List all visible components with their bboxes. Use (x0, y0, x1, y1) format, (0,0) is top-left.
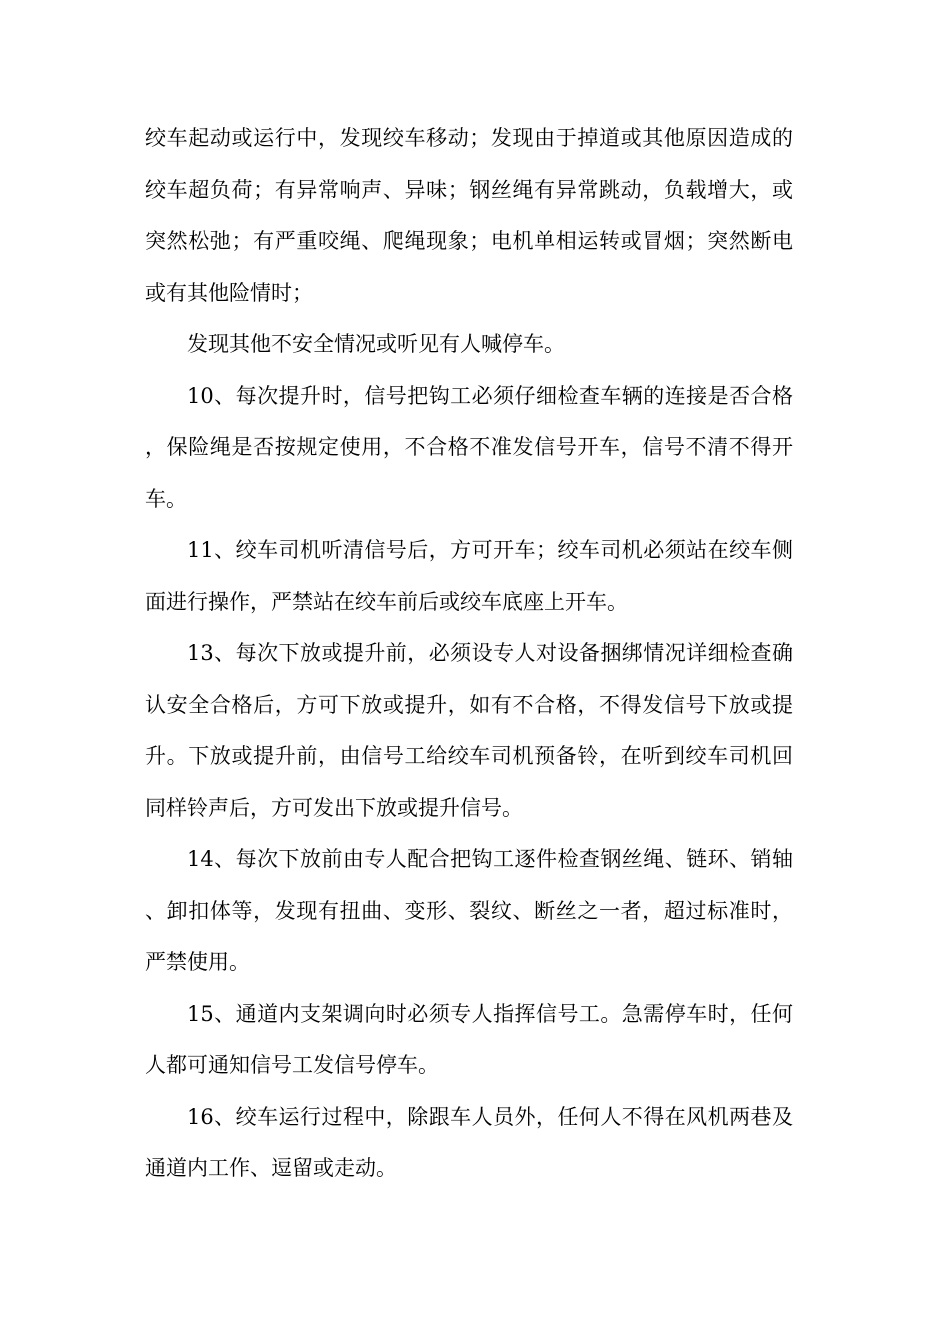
paragraph-item-15: 15、通道内支架调向时必须专人指挥信号工。急需停车时，任何人都可通知信号工发信号停车。 (145, 1001, 793, 1077)
paragraph: 发现其他不安全情况或听见有人喊停车。 (187, 332, 565, 356)
paragraph-item-10: 10、每次提升时，信号把钩工必须仔细检查车辆的连接是否合格，保险绳是否按规定使用，不合格不准发信号开车，信号不清不得开车。 (145, 383, 793, 511)
paragraph-item-13: 13、每次下放或提升前，必须设专人对设备捆绑情况详细检查确认安全合格后，方可下放或提升，如有不合格，不得发信号下放或提升。下放或提升前，由信号工给绞车司机预备铃，在听到绞车司机回同样铃声后，方可发出下放或提升信号。 (145, 641, 793, 820)
paragraph-item-16: 16、绞车运行过程中，除跟车人员外，任何人不得在风机两巷及通道内工作、逗留或走动。 (145, 1104, 793, 1180)
paragraph-item-14: 14、每次下放前由专人配合把钩工逐件检查钢丝绳、链环、销轴、卸扣体等，发现有扭曲、变形、裂纹、断丝之一者，超过标准时，严禁使用。 (145, 847, 793, 974)
document-body (145, 113, 793, 1195)
paragraph-continuation: 绞车起动或运行中，发现绞车移动；发现由于掉道或其他原因造成的绞车超负荷；有异常响声、异味；钢丝绳有异常跳动，负载增大，或突然松弛；有严重咬绳、爬绳现象；电机单相运转或冒烟；突然断电或有其他险情时； (145, 126, 793, 305)
paragraph-item-11: 11、绞车司机听清信号后，方可开车；绞车司机必须站在绞车侧面进行操作，严禁站在绞车前后或绞车底座上开车。 (145, 538, 793, 614)
